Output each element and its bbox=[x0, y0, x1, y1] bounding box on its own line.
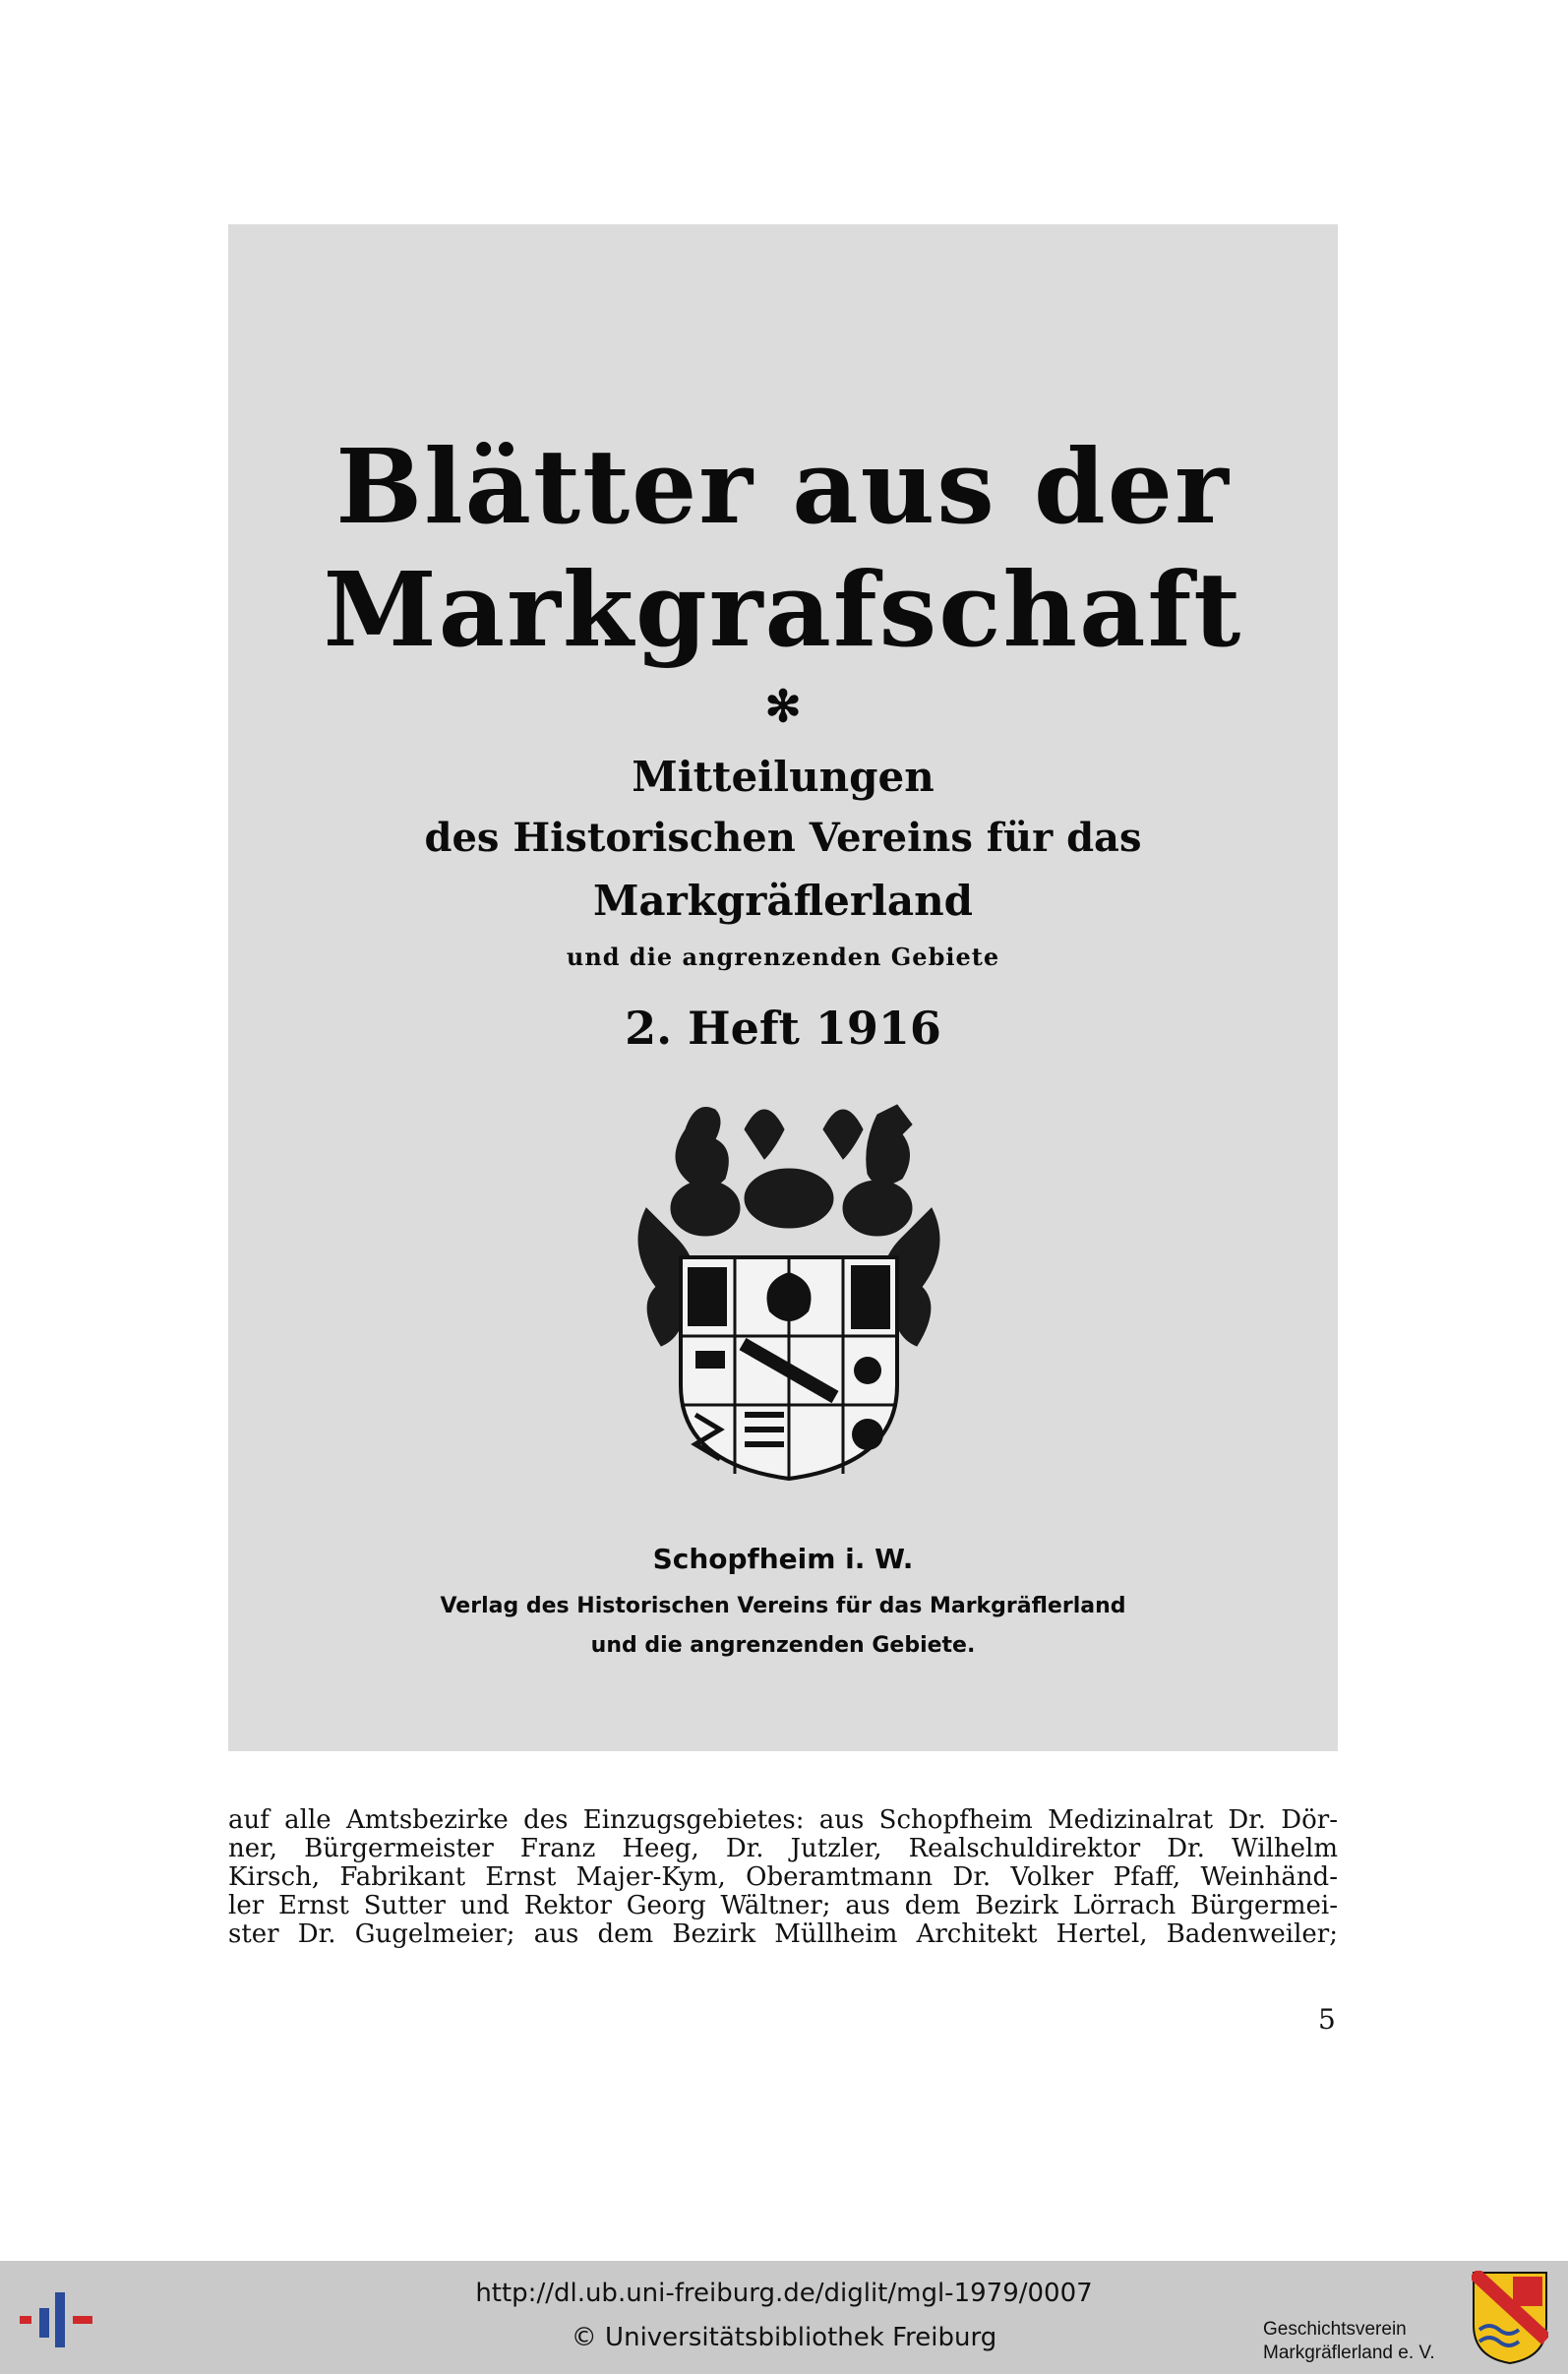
publisher-line-1: Verlag des Historischen Vereins für das Markgräflerland bbox=[440, 1594, 1126, 1618]
subtitle-line-1: Mitteilungen bbox=[632, 753, 935, 801]
society-crest-icon bbox=[1472, 2271, 1548, 2365]
copyright-notice: © Universitätsbibliothek Freiburg bbox=[571, 2323, 997, 2352]
body-paragraph bbox=[228, 1806, 1338, 1949]
body-line: ler Ernst Sutter und Rektor Georg Wältner; aus dem Bezirk Lörrach Bürgermei- bbox=[228, 1891, 1338, 1920]
subtitle-line-3: Markgräflerland bbox=[592, 877, 974, 925]
issue-label: 2. Heft 1916 bbox=[625, 1002, 941, 1055]
subtitle-line-4: und die angrenzenden Gebiete bbox=[566, 943, 1000, 971]
publication-place: Schopfheim i. W. bbox=[652, 1543, 914, 1575]
title-page-plate bbox=[228, 224, 1338, 1751]
title-line-1: Blätter aus der bbox=[335, 426, 1231, 547]
society-name bbox=[1263, 2318, 1435, 2365]
coat-of-arms-icon bbox=[627, 1090, 951, 1484]
title-line-2: Markgrafschaft bbox=[323, 549, 1243, 670]
body-line: auf alle Amtsbezirke des Einzugsgebietes: aus Schopfheim Medizinalrat Dr. Dör- bbox=[228, 1805, 1338, 1835]
body-line: ster Dr. Gugelmeier; aus dem Bezirk Müllheim Architekt Hertel, Badenweiler; bbox=[228, 1919, 1338, 1949]
society-name-line-1: Geschichtsverein bbox=[1263, 2319, 1407, 2340]
society-name-line-2: Markgräflerland e. V. bbox=[1263, 2343, 1435, 2363]
body-line: Kirsch, Fabrikant Ernst Majer-Kym, Oberamtmann Dr. Volker Pfaff, Weinhänd- bbox=[228, 1862, 1338, 1892]
body-line: ner, Bürgermeister Franz Heeg, Dr. Jutzler, Realschuldirektor Dr. Wilhelm bbox=[228, 1834, 1338, 1863]
page-number: 5 bbox=[1318, 2003, 1336, 2036]
source-url-link[interactable]: http://dl.ub.uni-freiburg.de/diglit/mgl-1979/0007 bbox=[475, 2279, 1093, 2308]
footer-bar bbox=[0, 2261, 1568, 2374]
ornament-asterisk: ✻ bbox=[764, 682, 802, 732]
publisher-line-2: und die angrenzenden Gebiete. bbox=[590, 1633, 976, 1658]
subtitle-line-2: des Historischen Vereins für das bbox=[424, 815, 1142, 861]
